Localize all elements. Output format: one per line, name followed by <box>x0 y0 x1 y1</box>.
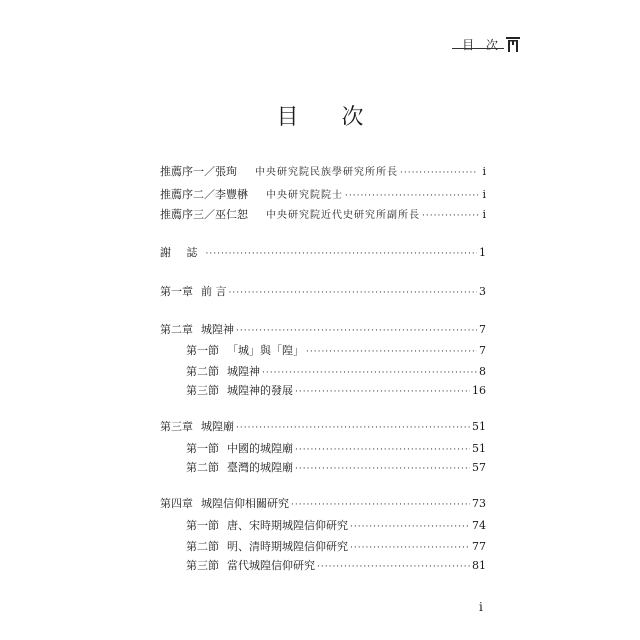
toc-leader-dots <box>422 211 478 221</box>
toc-leader-dots <box>400 168 478 178</box>
toc-entry-preface-3 <box>160 206 486 222</box>
toc-entry-note: 中央研究院近代史研究所副所長 <box>266 210 420 221</box>
toc-entry-section <box>186 440 486 456</box>
toc-leader-dots <box>236 326 477 336</box>
toc-entry-label: 推薦序二／李豐楙 <box>160 188 248 201</box>
toc-entry-page: 1 <box>479 246 486 259</box>
page-number: i <box>479 600 483 614</box>
toc-section-title: 明、清時期城隍信仰研究 <box>227 540 348 553</box>
toc-section-label: 第一節 <box>186 442 219 455</box>
toc-section-label: 第三節 <box>186 559 219 572</box>
toc-leader-dots <box>206 249 478 259</box>
toc-leader-dots <box>350 543 470 553</box>
temple-gate-icon <box>506 36 520 52</box>
toc-entry-page: i <box>482 188 486 201</box>
toc-entry-note: 中央研究院民族學研究所所長 <box>255 167 398 178</box>
toc-section-label: 第三節 <box>186 384 219 397</box>
toc-entry-page: 16 <box>472 384 486 397</box>
toc-section-title: 城隍神 <box>227 365 260 378</box>
toc-entry-chapter-1 <box>160 283 486 299</box>
toc-leader-dots <box>262 368 477 378</box>
toc-entry-page: 7 <box>479 323 486 336</box>
toc-entry-label: 推薦序一／張珣 <box>160 165 237 178</box>
toc-entry-section <box>186 382 486 398</box>
toc-entry-page: 51 <box>472 420 486 433</box>
toc-entry-page: 3 <box>479 285 486 298</box>
toc-chapter-title: 城隍廟 <box>201 420 234 433</box>
toc-leader-dots <box>306 347 477 357</box>
toc-entry-preface-2 <box>160 186 486 202</box>
toc-section-label: 第一節 <box>186 344 219 357</box>
toc-chapter-label: 第一章 <box>160 285 193 298</box>
toc-leader-dots <box>236 423 470 433</box>
toc-entry-chapter-4 <box>160 495 486 511</box>
toc-entry-page: 73 <box>472 497 486 510</box>
toc-entry-acknowledgement <box>160 244 486 260</box>
toc-section-title: 臺灣的城隍廟 <box>227 461 293 474</box>
toc-leader-dots <box>295 464 470 474</box>
toc-entry-page: 81 <box>472 559 486 572</box>
toc-entry-page: 7 <box>479 344 486 357</box>
toc-section-title: 唐、宋時期城隍信仰研究 <box>227 519 348 532</box>
toc-entry-section <box>186 363 486 379</box>
toc-section-title: 城隍神的發展 <box>227 384 293 397</box>
toc-chapter-label: 第二章 <box>160 323 193 336</box>
toc-section-title: 「城」與「隍」 <box>227 344 304 357</box>
toc-entry-page: 8 <box>479 365 486 378</box>
toc-entry-page: i <box>482 208 486 221</box>
running-head-title: 目 次 <box>462 37 502 52</box>
toc-chapter-title: 前 言 <box>201 285 227 298</box>
toc-leader-dots <box>317 562 470 572</box>
toc-chapter-title: 城隍神 <box>201 323 234 336</box>
toc-entry-note: 中央研究院院士 <box>266 190 343 201</box>
toc-entry-chapter-2 <box>160 321 486 337</box>
toc-leader-dots <box>291 500 470 510</box>
toc-entry-label: 謝 誌 <box>160 246 204 259</box>
toc-leader-dots <box>229 288 478 298</box>
toc-entry-page: i <box>482 165 486 178</box>
toc-entry-page: 51 <box>472 442 486 455</box>
toc-section-label: 第二節 <box>186 461 219 474</box>
toc-entry-label: 推薦序三／巫仁恕 <box>160 208 248 221</box>
toc-entry-section <box>186 557 486 573</box>
toc-chapter-label: 第四章 <box>160 497 193 510</box>
toc-entry-chapter-3 <box>160 418 486 434</box>
toc-leader-dots <box>345 191 478 201</box>
toc-entry-section <box>186 517 486 533</box>
toc-entry-section <box>186 459 486 475</box>
running-head <box>462 34 520 54</box>
toc-entry-page: 57 <box>472 461 486 474</box>
toc-entry-page: 77 <box>472 540 486 553</box>
toc-section-label: 第二節 <box>186 540 219 553</box>
toc-entry-preface-1 <box>160 163 486 179</box>
toc-entry-section <box>186 342 486 358</box>
toc-chapter-label: 第三章 <box>160 420 193 433</box>
toc-leader-dots <box>350 522 470 532</box>
toc-section-label: 第一節 <box>186 519 219 532</box>
toc-chapter-title: 城隍信仰相關研究 <box>201 497 289 510</box>
toc-section-title: 當代城隍信仰研究 <box>227 559 315 572</box>
toc-leader-dots <box>295 445 470 455</box>
toc-leader-dots <box>295 387 470 397</box>
toc-section-title: 中國的城隍廟 <box>227 442 293 455</box>
toc-section-label: 第二節 <box>186 365 219 378</box>
page-title: 目 次 <box>276 105 382 130</box>
toc-entry-section <box>186 538 486 554</box>
running-head-rule <box>452 48 504 49</box>
toc-entry-page: 74 <box>472 519 486 532</box>
